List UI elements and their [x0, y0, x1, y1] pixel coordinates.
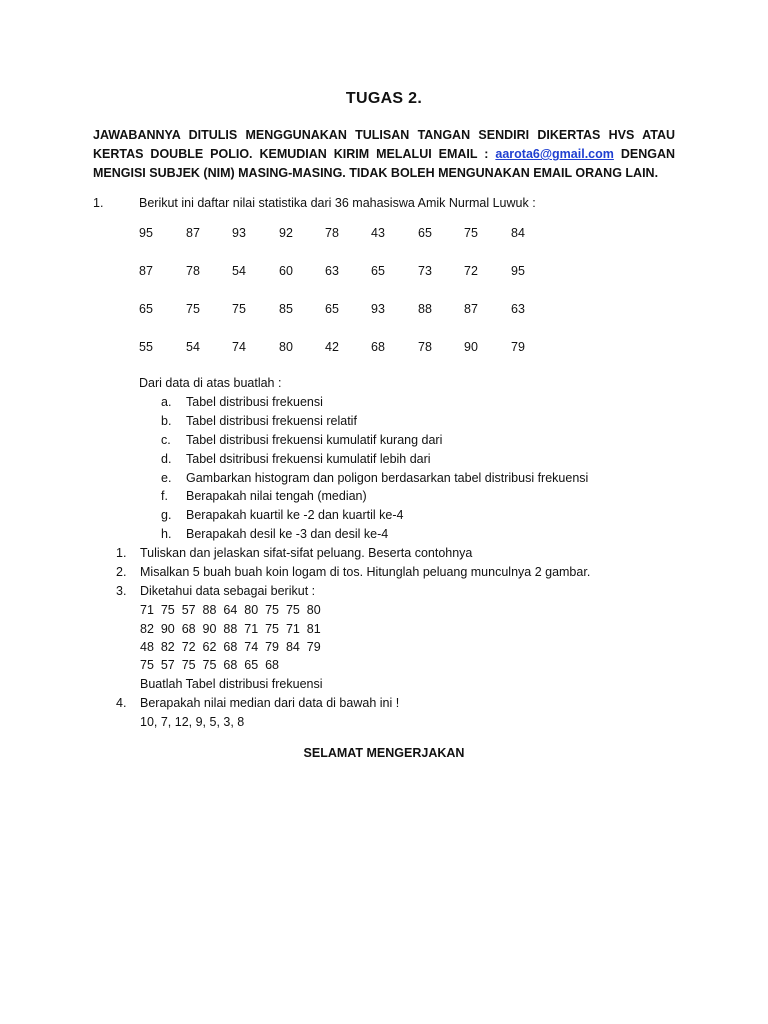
score-cell: 87 [464, 302, 478, 316]
score-cell: 78 [418, 340, 432, 354]
score-cell: 43 [371, 226, 385, 240]
page-title: TUGAS 2. [345, 90, 423, 107]
subtask-letter: g. [161, 508, 172, 523]
score-cell: 54 [186, 340, 200, 354]
score-cell: 74 [232, 340, 246, 354]
score-row [139, 340, 589, 358]
closing-text: SELAMAT MENGERJAKAN [303, 746, 465, 760]
score-cell: 95 [139, 226, 153, 240]
data-line: 75 57 75 75 68 65 68 [140, 658, 280, 672]
score-cell: 42 [325, 340, 339, 354]
score-cell: 65 [371, 264, 385, 278]
subtask-text: Berapakah nilai tengah (median) [186, 489, 367, 504]
score-cell: 55 [139, 340, 153, 354]
data-line: 71 75 57 88 64 80 75 75 80 [140, 603, 321, 617]
score-cell: 85 [279, 302, 293, 316]
score-cell: 54 [232, 264, 246, 278]
score-cell: 84 [511, 226, 525, 240]
subtask-letter: c. [161, 432, 171, 447]
subtask-letter: b. [161, 413, 172, 428]
question-3-instruction: Buatlah Tabel distribusi frekuensi [140, 677, 323, 691]
score-cell: 90 [464, 340, 478, 354]
question-4-data: 10, 7, 12, 9, 5, 3, 8 [140, 715, 245, 729]
score-cell: 80 [279, 340, 293, 354]
score-cell: 87 [139, 264, 153, 278]
question-4-number: 4. [116, 696, 127, 710]
score-cell: 93 [371, 302, 385, 316]
subtask-letter: h. [161, 527, 172, 542]
score-cell: 75 [232, 302, 246, 316]
instructions-text-before-email: JAWABANNYA DITULIS MENGGUNAKAN TULISAN TANGAN SENDIRI DIKERTAS HVS ATAU KERTAS DOUBLE POLIO. KEMUDIAN KIRIM MELALUI EMAIL : [93, 128, 675, 161]
subtask-text: Tabel distribusi frekuensi kumulatif kurang dari [186, 432, 443, 447]
subtask-letter: a. [161, 395, 172, 409]
subtask-text: Gambarkan histogram dan poligon berdasarkan tabel distribusi frekuensi [186, 470, 589, 485]
subtask-letter: f. [161, 489, 168, 504]
score-cell: 78 [325, 226, 339, 240]
subtask-letter: e. [161, 470, 172, 485]
subtask-text: Tabel distribusi frekuensi [186, 395, 323, 409]
instructions-paragraph [93, 126, 675, 183]
question-1-number: 1. [93, 196, 104, 210]
score-cell: 95 [511, 264, 525, 278]
task-intro: Dari data di atas buatlah : [139, 376, 282, 390]
score-row [139, 226, 589, 244]
score-cell: 72 [464, 264, 478, 278]
question-1-text: Berikut ini daftar nilai statistika dari 36 mahasiswa Amik Nurmal Luwuk : [139, 196, 536, 210]
question-text: Misalkan 5 buah buah koin logam di tos. Hitunglah peluang munculnya 2 gambar. [140, 565, 591, 579]
score-cell: 88 [418, 302, 432, 316]
subtask-text: Berapakah desil ke -3 dan desil ke-4 [186, 527, 389, 542]
question-text: Diketahui data sebagai berikut : [140, 584, 316, 598]
question-number: 1. [116, 546, 127, 560]
instructions-text-after-email: DENGAN MENGISI SUBJEK (NIM) MASING-MASING. TIDAK BOLEH MENGUNAKAN EMAIL ORANG LAIN. [93, 147, 675, 180]
score-cell: 92 [279, 226, 293, 240]
question-4-text: Berapakah nilai median dari data di bawah ini ! [140, 696, 400, 710]
score-cell: 93 [232, 226, 246, 240]
score-cell: 78 [186, 264, 200, 278]
score-cell: 75 [464, 226, 478, 240]
score-cell: 65 [139, 302, 153, 316]
score-cell: 68 [371, 340, 385, 354]
question-text: Tuliskan dan jelaskan sifat-sifat peluang. Beserta contohnya [140, 546, 473, 560]
score-cell: 79 [511, 340, 525, 354]
score-row [139, 264, 589, 282]
score-cell: 73 [418, 264, 432, 278]
score-cell: 75 [186, 302, 200, 316]
question-number: 2. [116, 565, 127, 579]
data-line: 48 82 72 62 68 74 79 84 79 [140, 640, 321, 654]
email-link[interactable]: aarota6@gmail.com [495, 147, 614, 161]
question-number: 3. [116, 584, 127, 598]
score-cell: 65 [325, 302, 339, 316]
subtask-text: Tabel distribusi frekuensi relatif [186, 413, 357, 428]
subtask-text: Tabel dsitribusi frekuensi kumulatif lebih dari [186, 451, 431, 466]
score-cell: 63 [325, 264, 339, 278]
score-cell: 65 [418, 226, 432, 240]
score-cell: 60 [279, 264, 293, 278]
subtask-letter: d. [161, 451, 172, 466]
subtask-text: Berapakah kuartil ke -2 dan kuartil ke-4 [186, 508, 404, 523]
score-cell: 63 [511, 302, 525, 316]
data-line: 82 90 68 90 88 71 75 71 81 [140, 622, 321, 636]
score-row [139, 302, 589, 320]
score-cell: 87 [186, 226, 200, 240]
